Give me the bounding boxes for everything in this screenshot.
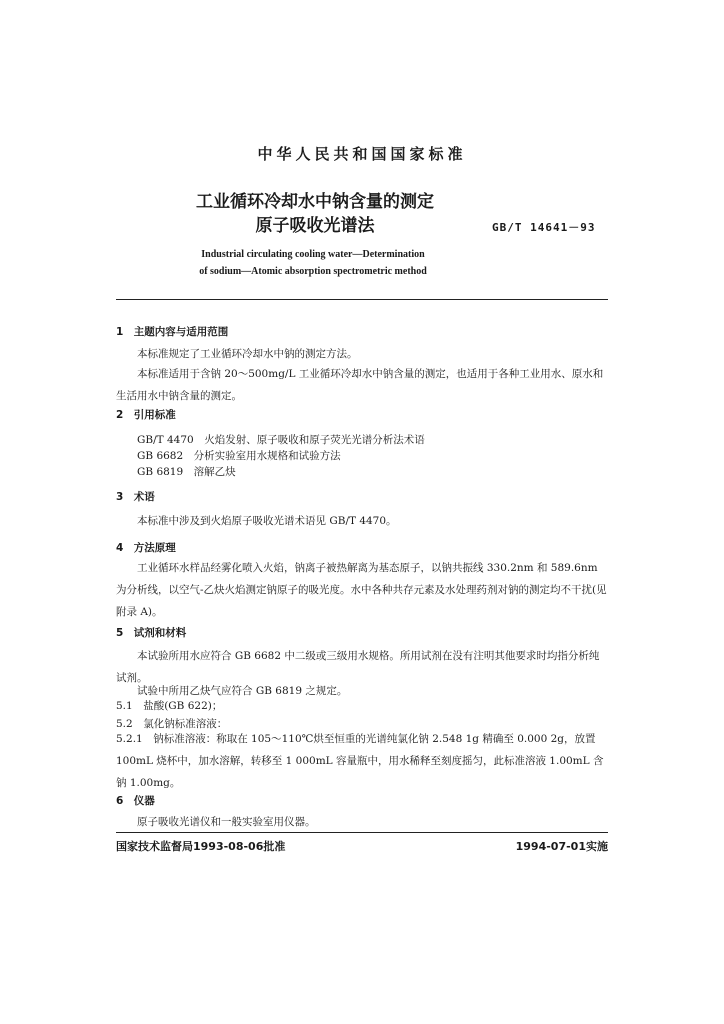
section-5-heading: 5 试剂和材料 (116, 627, 187, 639)
english-title-line-2: of sodium—Atomic absorption spectrometric method (199, 266, 427, 277)
implementation-date: 1994-07-01实施 (515, 840, 608, 853)
approval-date: 国家技术监督局1993-08-06批准 (116, 840, 286, 853)
section-5-item-1: 5.1 盐酸(GB 622)； (116, 700, 223, 712)
section-1-paragraph-2: 本标准适用于含钠 20～500mg/L 工业循环冷却水中钠含量的测定，也适用于各种工业用水、原水和生活用水中钠含量的测定。 (116, 368, 604, 402)
section-5-item-3: 5.2.1 钠标准溶液：称取在 105～110℃烘至恒重的光谱纯氯化钠 2.548 1g 精确至 0.000 2g，放置 100mL 烧杯中，加水溶解，转移至 1 000mL 容量瓶中，用水稀释至刻度摇匀，此标准溶液 1.00mL 含钠 1.00mg。 (116, 733, 604, 789)
section-1-heading: 1 主题内容与适用范围 (116, 326, 229, 338)
english-title-line-1: Industrial circulating cooling water—Determination (201, 249, 425, 260)
document-title-line-2: 原子吸收光谱法 (255, 216, 375, 236)
header-divider (116, 299, 608, 300)
standard-header: 中华人民共和国国家标准 (257, 145, 467, 163)
reference-item: GB/T 4470 火焰发射、原子吸收和原子荧光光谱分析法术语 (137, 434, 425, 446)
footer-divider (116, 832, 608, 833)
section-2-heading: 2 引用标准 (116, 409, 176, 421)
section-3-heading: 3 术语 (116, 491, 155, 503)
section-6-paragraph: 原子吸收光谱仪和一般实验室用仪器。 (137, 816, 316, 828)
reference-item: GB 6819 溶解乙炔 (137, 466, 236, 478)
section-4-heading: 4 方法原理 (116, 542, 176, 554)
section-1-paragraph-1: 本标准规定了工业循环冷却水中钠的测定方法。 (137, 348, 358, 360)
section-5-paragraph-2: 试验中所用乙炔气应符合 GB 6819 之规定。 (137, 685, 348, 697)
section-4-paragraph: 工业循环水样品经雾化喷入火焰，钠离子被热解离为基态原子，以钠共振线 330.2nm 和 589.6nm 为分析线，以空气-乙炔火焰测定钠原子的吸光度。水中各种共存元素及水处理药剂对钠的测定均不干扰(见附录 A)。 (116, 562, 607, 618)
section-5-paragraph-1: 本试验所用水应符合 GB 6682 中二级或三级用水规格。所用试剂在没有注明其他要求时均指分析纯试剂。 (116, 650, 600, 684)
reference-item: GB 6682 分析实验室用水规格和试验方法 (137, 450, 341, 462)
section-5-item-2: 5.2 氯化钠标准溶液： (116, 718, 228, 730)
section-3-paragraph: 本标准中涉及到火焰原子吸收光谱术语见 GB/T 4470。 (137, 515, 397, 527)
document-title-line-1: 工业循环冷却水中钠含量的测定 (196, 192, 434, 212)
standard-number: GB/T 14641－93 (492, 221, 596, 234)
section-6-heading: 6 仪器 (116, 795, 155, 807)
